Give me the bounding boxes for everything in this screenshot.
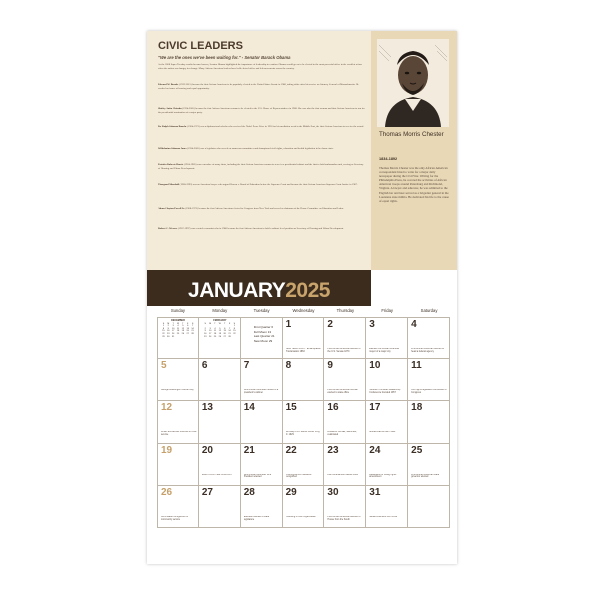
mini-calendar-day: 9 [167,327,169,330]
day-number: 15 [285,402,297,414]
mini-calendar-day: 22 [233,332,236,335]
day-note: Elected first African American mayor of a major city [369,348,400,353]
day-note: Educator elected to state legislature [243,515,270,521]
paragraph-text: (1919-2015) became the first African American to be popularly elected to the United States Senate in 1966, taking office after his service as Attorney General of Massachusetts. He worked on issues of housing and equal opportunity. [158,83,359,90]
mini-calendar-day: 6 [224,327,226,330]
day-cell [199,359,241,401]
mini-calendar-day: 14 [228,330,231,333]
mini-calendar-day: 20 [223,332,226,335]
mini-calendar-day: 7 [191,325,194,328]
paragraph-text: (1904-1971) was a diplomat and scholar who received the Nobel Peace Prize in 1950 for his mediation work in the Middle East, the first African American to receive the award. [187,125,364,128]
mini-calendar-day: 16 [204,332,207,335]
day-number: 25 [411,444,423,456]
day-cells [157,317,450,528]
moon-phase-item: New Moon 29 [253,338,273,343]
mini-calendar-day: T [214,322,216,325]
day-number: 9 [327,360,333,372]
mini-calendar-day: 5 [182,325,184,328]
day-cell [324,486,366,528]
weekday-label: Wednesday [292,308,315,313]
mini-calendar-day: S [233,322,236,325]
day-number: 28 [243,486,255,498]
previous-month-mini-calendar [161,320,195,338]
day-cell [408,317,450,359]
day-note: Southern Christian Leadership Conference founded 1957 [369,389,401,394]
day-cell [241,359,283,401]
mini-calendar-day: 11 [213,330,217,333]
day-number: 30 [327,486,339,498]
paragraph-text: (1924-2005) became the first African American woman to be elected to the U.S. House of Representatives in 1968. She was also the first woman and first African American to run for the presidential nomination of a major party. [158,107,365,114]
mini-calendar-day: 17 [171,330,175,333]
mini-calendar-day: 11 [176,327,180,330]
featured-person-bio: Thomas Morris Chester was the only African American correspondent hired to write for a major daily newspaper during the Civil War. Writing for the Philadelphia Press, he covered the activities of African American troops around Petersburg and Richmond, Virginia. A lawyer and educator, he was admitted to the English bar and later served as a brigadier general in the Louisiana state militia. He dedicated his life to the cause of equal rights. [379,166,449,203]
mini-calendar-day: 28 [228,335,231,338]
mini-calendar-day: 3 [209,327,211,330]
day-number: 24 [369,444,381,456]
mini-calendar-day: M [209,322,212,325]
day-cell [366,444,408,486]
day-number: 18 [411,402,423,414]
day-cell [241,444,283,486]
day-note: Jackie Robinson born 1919 [369,515,398,518]
day-note: Ratification of voting rights amendment [369,473,397,479]
featured-person-name: Thomas Morris Chester [379,131,444,138]
mini-calendar-day: 5 [219,327,221,330]
mini-calendar-day: S [191,322,194,325]
mini-calendar-day: 13 [223,330,226,333]
day-number: 5 [161,360,167,372]
mini-calendar-day: 13 [186,327,189,330]
day-number: 27 [201,486,213,498]
mini-calendar-day: T [182,322,184,325]
mini-calendar-day: 3 [172,325,174,328]
weekday-label: Friday [381,308,394,313]
day-number: 10 [369,360,381,372]
day-note: First African American named to a president's cabinet [243,389,279,394]
mini-calendar-day: 26 [181,332,185,335]
day-cell [366,486,408,528]
mini-calendar-day: 18 [176,330,180,333]
weekday-label: Monday [212,308,228,313]
day-cell [324,359,366,401]
mini-calendar-day: F [228,322,231,325]
day-cell [157,444,199,486]
day-note: NEW YEAR'S DAY · Emancipation Proclamation 1863 [285,348,321,353]
day-note: Birthday of Dr. Martin Luther King Jr. 1929 [285,431,320,437]
paragraph-lead: Shirley Anita Chisolm [158,107,182,110]
mini-calendar-day: M [167,322,170,325]
mini-calendar-day: 30 [167,335,170,338]
day-cell [241,486,283,528]
paragraph-lead: Robert C. Weaver [158,227,178,230]
day-cell [324,401,366,443]
day-note: Muhammad Ali born 1942 [369,431,396,434]
calendar-page [147,31,457,564]
weekday-header [157,307,450,317]
mini-calendar-day: 19 [181,330,185,333]
mini-calendar-day: 20 [186,330,189,333]
day-number: 29 [285,486,297,498]
day-note: Founding of civic organization [285,515,316,518]
day-cell [408,401,450,443]
mini-calendar-day: 10 [208,330,212,333]
mini-calendar-day: 23 [204,335,207,338]
paragraph-text: (1907-1997) was a noted economist who in 1966 became the first African American to hold a cabinet level position as Secretary of Housing and Urban Development. [177,227,344,230]
bio-paragraph [158,207,365,225]
mini-calendar-day: 1 [162,325,165,328]
paragraph-lead: Dr. Ralph Johnson Bunche [158,125,187,128]
mini-calendar-day: 21 [191,330,194,333]
mini-calendar-day: 26 [218,335,222,338]
mini-calendar-day: 21 [228,332,231,335]
mini-calendar-day: 8 [233,327,236,330]
mini-calendar-day: T [172,322,174,325]
day-note: Ronald E. McNair, astronaut, celebrated [327,431,357,437]
day-cell [199,486,241,528]
section-title: CIVIC LEADERS [158,40,243,52]
day-number: 19 [161,444,173,456]
day-note: George Washington Carver Day [161,389,194,392]
mini-calendar-day: W [218,322,221,325]
weekday-label: Thursday [336,308,355,313]
mini-calendar-day: 18 [213,332,217,335]
mini-calendar-day: 27 [223,335,226,338]
day-number: 22 [285,444,297,456]
day-note: Civil Rights Act milestone recognized [285,473,312,479]
day-number: 14 [243,402,255,414]
portrait-drawing [377,39,449,127]
mini-calendar-day: 17 [208,332,212,335]
bio-paragraph [158,147,365,161]
mini-calendar-day: 4 [214,327,216,330]
mini-calendar-day: T [224,322,226,325]
day-number: 7 [243,360,250,372]
day-number: 1 [285,319,292,330]
next-month-mini-calendar [203,320,237,338]
mini-calendar-day: 6 [187,325,189,328]
bio-paragraph [158,63,365,81]
mini-calendar-title: DECEMBER [171,319,185,322]
day-number: 12 [161,402,173,414]
day-note: Writer and activist honored for civic service [161,431,197,437]
mini-calendar-day: S [162,322,165,325]
month-name: JANUARY [188,279,286,302]
day-cell [199,444,241,486]
day-cell [283,317,325,359]
paragraph-text: As the 2008 Super Tuesday results became known, Senator Obama highlighted the importance of leadership to a nation. Obama would go on to be elected to the most powerful office in the world at a time when the nation was hungry for change. Many African American leaders have held elected office and led movements across the country. [158,63,363,70]
paragraph-lead: Patricia Roberts Harris [158,163,184,166]
mini-calendar-day: 4 [177,325,179,328]
year-label: 2025 [285,279,330,302]
day-number: 26 [161,486,173,498]
paragraph-text: (1924-1985) was a member of many firsts, including the first African American woman to serve in a presidential cabinet and the first to hold ambassador rank, serving as Secretary of Housing and Urban Development. [158,163,364,170]
day-number: 23 [327,444,339,456]
day-cell [408,444,450,486]
moon-phase-item: Full Moon 13 [253,329,272,334]
bio-paragraph [158,83,365,105]
mini-calendar-day: 31 [171,335,175,338]
mini-calendar-day: 24 [208,335,212,338]
day-number: 31 [369,486,381,498]
paragraph-text: (1908-1993) was an American lawyer who argued Brown v. Board of Education before the Supreme Court and became the first African American Supreme Court Justice in 1967. [179,183,358,186]
day-number: 13 [201,402,213,414]
featured-person-years: 1834-1892 [379,157,398,161]
day-number: 11 [411,360,422,372]
day-number: 21 [243,444,255,456]
day-number: 16 [327,402,339,414]
mini-calendar-day: 12 [181,327,185,330]
day-note: First African American elected to the U.S. Senate 1870 [327,348,361,353]
mini-calendar-day: 2 [167,325,169,328]
featured-person-panel [371,31,457,270]
moon-phases [254,325,275,343]
day-cell [408,486,450,528]
day-number: 8 [285,360,292,372]
mini-calendar-day: 9 [204,330,206,333]
day-cell [366,317,408,359]
day-cell [157,486,199,528]
mini-calendar-day: 2 [204,327,206,330]
weekday-label: Tuesday [253,308,270,313]
paragraph-lead: Wilhelmina Johnson Jones [158,147,187,150]
bio-paragraph [158,107,365,123]
day-cell [283,444,325,486]
mini-calendar-day: 10 [171,327,175,330]
mini-calendar-title: FEBRUARY [213,319,227,322]
paragraph-text: (1908-1972) became the first African American elected to Congress from New York and served as chairman of the House Committee on Education and Labor. [185,207,344,210]
mini-calendar-day: 28 [191,332,194,335]
featured-quote: "We are the ones we've been waiting for." - Senator Barack Obama [158,55,291,60]
day-note: First African American Vice President elected [243,473,272,479]
day-cell [241,401,283,443]
day-number: 6 [201,360,208,372]
mini-calendar-day: F [187,322,189,325]
mini-calendar-day: S [204,322,206,325]
day-note: First African American state governor elected [411,473,440,479]
mini-calendar-day: 15 [233,330,236,333]
day-number: 20 [201,444,213,456]
day-cell [157,401,199,443]
weekday-label: Saturday [420,308,438,313]
day-cell [199,401,241,443]
mini-calendar-day: 23 [167,332,170,335]
day-cell [283,359,325,401]
day-note: Civic leader recognized for community service [161,515,189,521]
paragraph-text: (1934-2005) was a legislator who served on numerous committees and championed civil rights, education and health legislation in her home state. [187,147,334,150]
day-number: 3 [369,319,375,330]
day-cell [283,401,325,443]
moon-phase-item: Last Quarter 21 [253,334,275,339]
mini-calendar-day: W [176,322,180,325]
moon-phase-item: First Quarter 6 [253,325,274,329]
paragraph-lead: Adam Clayton Powell Jr. [158,207,185,210]
day-number: 2 [327,319,333,330]
day-cell [324,444,366,486]
mini-calendar-day: 7 [228,327,231,330]
mini-calendar-day: 25 [176,332,180,335]
mini-calendar-day: 29 [162,335,165,338]
mini-calendar-day: 8 [162,327,165,330]
paragraph-lead: Thurgood Marshall [158,183,180,186]
day-note: MARTIN LUTHER KING DAY [201,473,232,476]
mini-calendar-day: 22 [162,332,165,335]
day-cell [366,359,408,401]
day-number: 4 [411,319,417,330]
bio-paragraph [158,163,365,181]
day-cell [324,317,366,359]
day-cell [366,401,408,443]
mini-calendar-day: 1 [233,325,236,328]
day-cell [283,486,325,528]
bio-paragraph [158,125,365,145]
day-note: First African American woman elected to state office [327,389,358,394]
civic-leaders-panel [147,31,371,270]
bio-paragraph [158,183,365,205]
day-note: Civil rights legislation introduced to Congress [411,389,447,394]
mini-calendar-day: 27 [186,332,189,335]
bio-paragraph [158,227,365,253]
mini-calendar-day: 15 [162,330,165,333]
mini-calendar-day: 24 [171,332,175,335]
weekday-label: Sunday [170,308,186,313]
day-note: 24th Amendment ratified 1964 [327,473,359,476]
mini-calendar-day: 16 [167,330,170,333]
mini-calendar-day: 25 [213,335,217,338]
portrait-image [377,39,449,127]
calendar-grid [157,307,450,521]
paragraph-lead: Edward W. Brooke [158,83,179,86]
day-cell [408,359,450,401]
mini-calendar-day: 12 [218,330,222,333]
day-number: 17 [369,402,381,414]
day-cell [157,359,199,401]
month-title [147,279,371,303]
mini-calendar-day: 19 [218,332,222,335]
day-note: First African American elected to House from the South [327,515,361,521]
day-note: First African American woman to head a federal agency [411,348,445,353]
mini-calendar-day: 14 [191,327,194,330]
